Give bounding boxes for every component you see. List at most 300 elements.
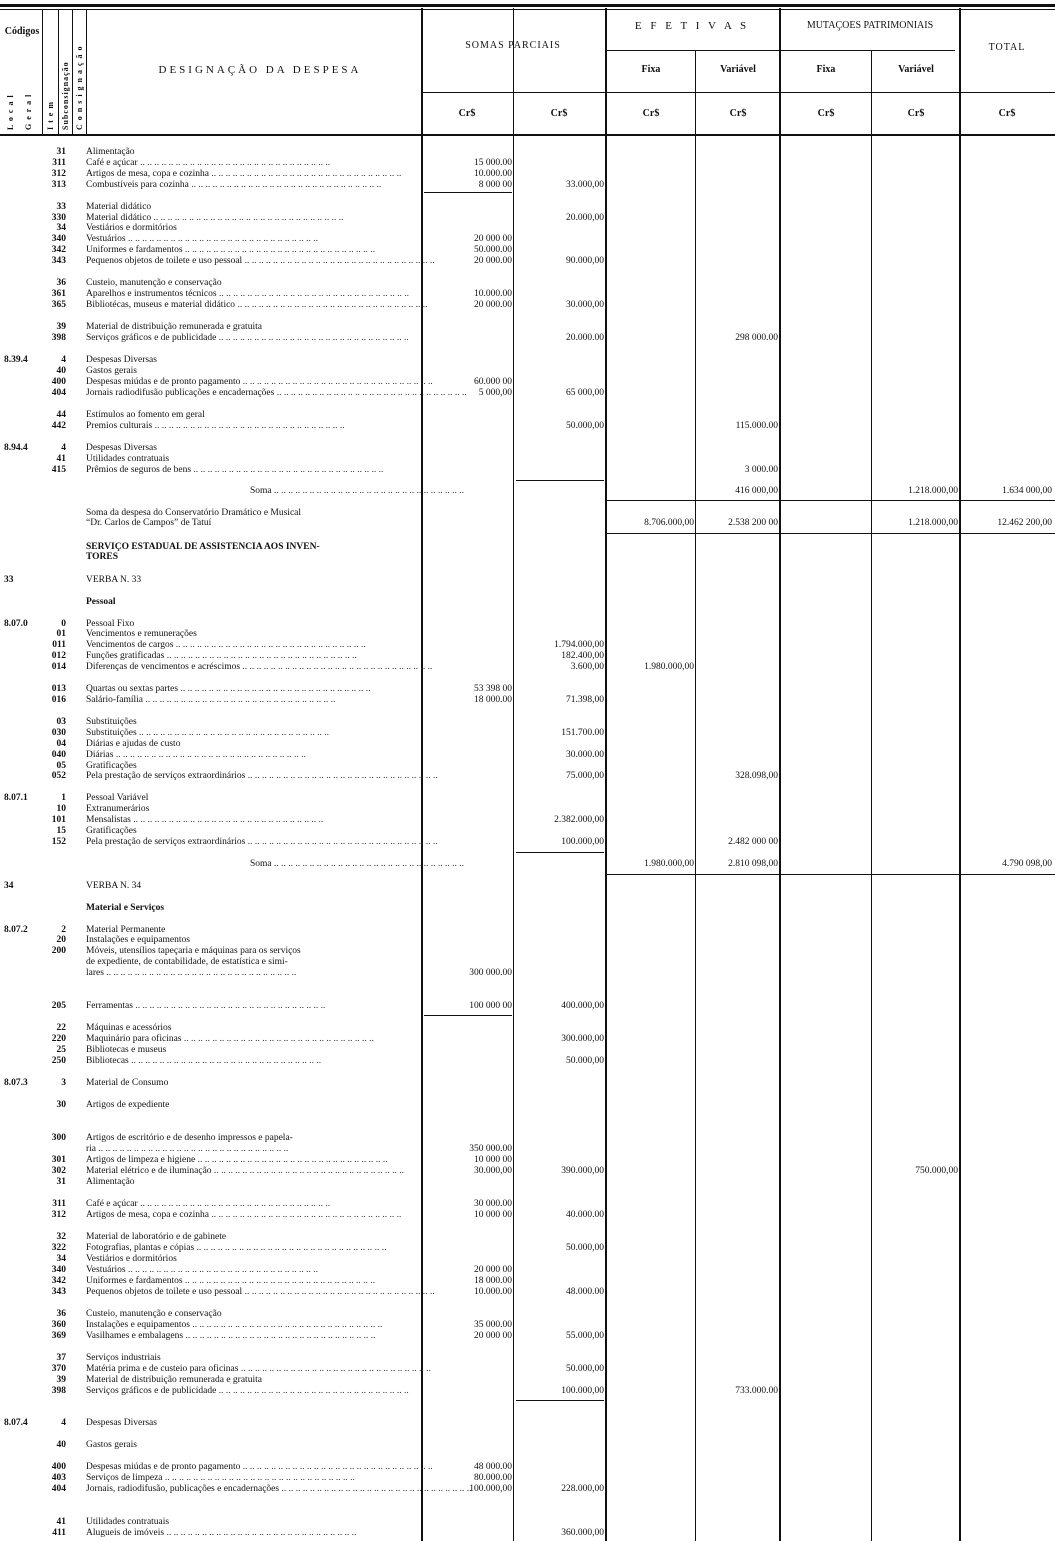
leader-dots: .. .. .. .. .. .. .. .. .. .. .. .. .. .. .. .. .. .. .. .. .. .. .. .. .. .. .. xyxy=(216,289,409,299)
description xyxy=(86,1265,421,1276)
col-line xyxy=(72,10,73,135)
description xyxy=(86,804,421,815)
local-code: 8.07.2 xyxy=(4,925,28,935)
description-text: Maquinário para oficinas xyxy=(86,1034,182,1044)
leader-dots: .. .. .. .. .. .. .. .. .. .. .. .. .. .. .. .. .. .. .. .. .. .. .. .. .. .. .. xyxy=(240,1462,433,1472)
description xyxy=(250,486,465,497)
description xyxy=(86,1001,421,1012)
description-text: Serviços industriais xyxy=(86,1353,161,1363)
description-text: Material de laboratório e de gabinete xyxy=(86,1232,227,1242)
item-code: 400 xyxy=(51,377,66,387)
efetiva-variavel-value: 416 000,00 xyxy=(735,486,778,496)
description xyxy=(86,1100,421,1111)
table-row xyxy=(0,256,1055,267)
description xyxy=(86,223,421,234)
parcial-subtotal: 55.000,00 xyxy=(566,1331,604,1341)
parcial-value: 18 000.00 xyxy=(474,695,512,705)
table-row xyxy=(0,202,1055,213)
leader-dots: .. .. .. .. .. .. .. .. .. .. .. .. .. .. .. .. .. .. .. .. .. .. .. .. .. .. .. xyxy=(195,1155,388,1165)
description-text: Custeio, manutenção e conservação xyxy=(86,1309,222,1319)
parcial-value: 300 000.00 xyxy=(469,968,512,978)
currency-label: Cr$ xyxy=(550,108,568,119)
item-code: 03 xyxy=(56,717,66,727)
table-row xyxy=(0,1177,1055,1188)
table-row xyxy=(0,695,1055,706)
item-code: 016 xyxy=(51,695,66,705)
leader-dots: .. .. .. .. .. .. .. .. .. .. .. .. .. .. .. .. .. .. .. .. .. .. .. .. .. .. .. xyxy=(216,1386,409,1396)
description xyxy=(86,377,433,388)
table-row xyxy=(0,837,1055,848)
item-code: 20 xyxy=(56,935,66,945)
parcial-value: 30.000,00 xyxy=(474,1166,512,1176)
leader-dots: .. .. .. .. .. .. .. .. .. .. .. .. .. .. .. .. .. .. .. .. .. .. .. .. .. .. .. xyxy=(235,300,428,310)
leader-dots: .. .. .. .. .. .. .. .. .. .. .. .. .. .. .. .. .. .. .. .. .. .. .. .. .. .. .. xyxy=(164,1528,357,1538)
description-text: Artigos de mesa, copa e cozinha xyxy=(86,169,209,179)
efetiva-variavel-value: 298 000.00 xyxy=(735,333,778,343)
item-code: 31 xyxy=(56,1177,66,1187)
item-code: 33 xyxy=(56,202,66,212)
table-row xyxy=(0,158,1055,169)
total-header: TOTAL xyxy=(988,42,1026,53)
item-code: 4 xyxy=(61,1418,66,1428)
table-row xyxy=(0,662,1055,673)
description-text: Pessoal Variável xyxy=(86,793,149,803)
efetiva-variavel-value: 115.000.00 xyxy=(735,421,778,431)
description xyxy=(86,881,421,892)
item-code: 343 xyxy=(51,1287,66,1297)
currency-label: Cr$ xyxy=(998,108,1016,119)
description xyxy=(86,1473,421,1484)
description xyxy=(86,388,467,399)
item-code: 013 xyxy=(51,684,66,694)
table-row xyxy=(0,289,1055,300)
table-row xyxy=(0,629,1055,640)
leader-dots: .. .. .. .. .. .. .. .. .. .. .. .. .. .. .. .. .. .. .. .. .. .. .. .. .. .. .. xyxy=(208,169,402,179)
table-row xyxy=(0,169,1055,180)
item-code: 302 xyxy=(51,1166,66,1176)
description-text: Salário-família xyxy=(86,695,143,705)
table-row xyxy=(0,1320,1055,1331)
description-text: Vestuários xyxy=(86,234,126,244)
parcial-subtotal: 151.700.00 xyxy=(561,728,604,738)
mut-variavel-header: Variável xyxy=(898,64,934,75)
table-row xyxy=(0,355,1055,366)
efetiva-variavel-value: 3 000.00 xyxy=(744,465,778,475)
description-text: Utilidades contratuais xyxy=(86,454,170,464)
table-row xyxy=(0,1034,1055,1045)
item-code: 400 xyxy=(51,1462,66,1472)
parcial-subtotal: 33.000,00 xyxy=(566,180,604,190)
description xyxy=(86,1166,421,1177)
parcial-subtotal: 1.794.000,00 xyxy=(554,640,604,650)
description xyxy=(86,957,421,968)
description-text: Material didático xyxy=(86,213,152,223)
description-text: Bibliotécas, museus e material didático xyxy=(86,300,236,310)
item-code: 200 xyxy=(51,946,66,956)
description-text: Gratificações xyxy=(86,826,137,836)
description-text: Vencimentos e remunerações xyxy=(86,629,197,639)
item-code: 370 xyxy=(51,1364,66,1374)
description-text: Artigos de mesa, copa e cozinha xyxy=(86,1210,209,1220)
description-text: Uniformes e fardamentos xyxy=(86,245,183,255)
efetivas-header: E F E T I V A S xyxy=(634,20,750,32)
parcial-value: 100.000,00 xyxy=(469,1484,512,1494)
description xyxy=(86,728,421,739)
item-code: 012 xyxy=(51,651,66,661)
table-row xyxy=(0,881,1055,892)
description-text: Funções gratificadas xyxy=(86,651,165,661)
currency-label: Cr$ xyxy=(458,108,476,119)
leader-dots: .. .. .. .. .. .. .. .. .. .. .. .. .. .. .. .. .. .. .. .. .. .. .. .. .. .. .. xyxy=(189,1320,383,1330)
leader-dots: .. .. .. .. .. .. .. .. .. .. .. .. .. .. .. .. .. .. .. .. .. .. .. .. .. .. .. xyxy=(128,1056,322,1066)
parcial-value: 60.000 00 xyxy=(474,377,512,387)
mutacoes-header: MUTAÇOES PATRIMONIAIS xyxy=(806,20,934,31)
item-code: 340 xyxy=(51,234,66,244)
description xyxy=(86,1440,421,1451)
description xyxy=(86,333,421,344)
subtotal-line xyxy=(516,1400,604,1401)
header-bottom-rule xyxy=(0,134,1055,136)
description-text: Vestuários xyxy=(86,1265,126,1275)
leader-dots: .. .. .. .. .. .. .. .. .. .. .. .. .. .. .. .. .. .. .. .. .. .. .. .. .. .. .. xyxy=(113,750,306,760)
description-text: Despesas Diversas xyxy=(86,355,157,365)
parcial-subtotal: 40.000.00 xyxy=(566,1210,604,1220)
efetiva-fixa-value: 8.706.000,00 xyxy=(644,518,694,528)
description-text: Vestiários e dormitórios xyxy=(86,1254,177,1264)
leader-dots: .. .. .. .. .. .. .. .. .. .. .. .. .. .. .. .. .. .. .. .. .. .. .. .. .. .. .. xyxy=(178,684,371,694)
table-row xyxy=(0,1484,1055,1495)
table-row xyxy=(0,223,1055,234)
parcial-subtotal: 50.000,00 xyxy=(566,1243,604,1253)
mutacao-variavel-value: 1.218.000,00 xyxy=(908,518,958,528)
leader-dots: .. .. .. .. .. .. .. .. .. .. .. .. .. .. .. .. .. .. .. .. .. .. .. .. .. .. .. xyxy=(191,465,384,475)
header-divider xyxy=(605,50,955,51)
description-text: Combustíveis para cozinha xyxy=(86,180,189,190)
item-code: 322 xyxy=(51,1243,66,1253)
description-text: Aparelhos e instrumentos técnicos xyxy=(86,289,217,299)
description-text: Pequenos objetos de toilete e uso pessoal xyxy=(86,1287,243,1297)
description-text: Móveis, utensílios tapeçaria e máquinas para os serviços xyxy=(86,946,301,956)
item-code: 101 xyxy=(51,815,66,825)
description xyxy=(86,968,421,979)
description xyxy=(86,147,421,158)
parcial-subtotal: 3.600,00 xyxy=(570,662,604,672)
description-text: Bibliotecas xyxy=(86,1056,129,1066)
description-text: Soma da despesa do Conservatório Dramático e Musical xyxy=(86,508,302,518)
description xyxy=(86,1386,421,1397)
table-row xyxy=(0,366,1055,377)
table-row xyxy=(0,859,1055,870)
table-row xyxy=(0,651,1055,662)
item-code: 10 xyxy=(56,804,66,814)
description-text: Utilidades contratuais xyxy=(86,1517,170,1527)
description xyxy=(86,1155,421,1166)
leader-dots: .. .. .. .. .. .. .. .. .. .. .. .. .. .. .. .. .. .. .. .. .. .. .. .. .. .. .. xyxy=(240,662,433,672)
description xyxy=(86,1418,421,1429)
local-code: 8.07.1 xyxy=(4,793,28,803)
item-code: 22 xyxy=(56,1023,66,1033)
description-text: Artigos de limpeza e higiene xyxy=(86,1155,196,1165)
item-code: 2 xyxy=(61,925,66,935)
leader-dots: .. .. .. .. .. .. .. .. .. .. .. .. .. .. .. .. .. .. .. .. .. .. .. .. .. .. .. xyxy=(182,1276,375,1286)
item-code: 404 xyxy=(51,388,66,398)
description-text: SERVIÇO ESTADUAL DE ASSISTENCIA AOS INVEN- xyxy=(86,542,320,552)
item-code: 205 xyxy=(51,1001,66,1011)
description-text: Pela prestação de serviços extraordinários xyxy=(86,771,246,781)
description-text: Serviços gráficos e de publicidade xyxy=(86,333,217,343)
table-row xyxy=(0,1473,1055,1484)
currency-label: Cr$ xyxy=(729,108,747,119)
local-code: 8.07.4 xyxy=(4,1418,28,1428)
description-text: Alimentação xyxy=(86,147,135,157)
description-text: Vestiários e dormitórios xyxy=(86,223,177,233)
table-row xyxy=(0,946,1055,957)
parcial-value: 20 000 00 xyxy=(474,234,512,244)
table-row xyxy=(0,234,1055,245)
description xyxy=(86,815,421,826)
table-row xyxy=(0,1254,1055,1265)
leader-dots: .. .. .. .. .. .. .. .. .. .. .. .. .. .. .. .. .. .. .. .. .. .. .. .. .. .. .. xyxy=(279,1484,472,1494)
leader-dots: .. .. .. .. .. .. .. .. .. .. .. .. .. .. .. .. .. .. .. .. .. .. .. .. .. .. .. xyxy=(152,421,345,431)
total-value: 12.462 200,00 xyxy=(997,518,1052,528)
description-text: Artigos de expediente xyxy=(86,1100,170,1110)
subtotal-line xyxy=(424,1015,512,1016)
leader-dots: .. .. .. .. .. .. .. .. .. .. .. .. .. .. .. .. .. .. .. .. .. .. .. .. .. .. .. xyxy=(208,1210,402,1220)
description-text: lares xyxy=(86,968,104,978)
parcial-subtotal: 390.000,00 xyxy=(561,1166,604,1176)
table-row xyxy=(0,1100,1055,1111)
table-row xyxy=(0,968,1055,979)
table-row xyxy=(0,1023,1055,1034)
item-code: 41 xyxy=(56,454,66,464)
local-code: 8.94.4 xyxy=(4,443,28,453)
description-text: “Dr. Carlos de Campos” de Tatuí xyxy=(86,518,212,528)
description-text: Artigos de escritório e de desenho impressos e papela- xyxy=(86,1133,293,1143)
top-rule-thin xyxy=(0,9,1055,10)
description-text: Material e Serviços xyxy=(86,903,165,913)
local-code: 34 xyxy=(4,881,14,891)
mut-fixa-header: Fixa xyxy=(816,64,836,75)
description-text: Serviços de limpeza xyxy=(86,1473,163,1483)
table-row xyxy=(0,1199,1055,1210)
item-code: 343 xyxy=(51,256,66,266)
item-code: 40 xyxy=(56,366,66,376)
parcial-subtotal: 71.398,00 xyxy=(566,695,604,705)
item-code: 311 xyxy=(52,1199,66,1209)
leader-dots: .. .. .. .. .. .. .. .. .. .. .. .. .. .. .. .. .. .. .. .. .. .. .. .. .. .. .. xyxy=(173,640,366,650)
description-text: VERBA N. 34 xyxy=(86,881,142,891)
item-code: 37 xyxy=(56,1353,66,1363)
description-text: Gastos gerais xyxy=(86,366,137,376)
table-row xyxy=(0,1528,1055,1539)
table-row xyxy=(0,1309,1055,1320)
leader-dots: .. .. .. .. .. .. .. .. .. .. .. .. .. .. .. .. .. .. .. .. .. .. .. .. .. .. .. xyxy=(216,333,409,343)
description xyxy=(86,1199,421,1210)
description xyxy=(86,629,421,640)
description-text: Diárias e ajudas de custo xyxy=(86,739,181,749)
parcial-subtotal: 360.000,00 xyxy=(561,1528,604,1538)
parcial-value: 53 398 00 xyxy=(474,684,512,694)
description-text: Pela prestação de serviços extraordinários xyxy=(86,837,246,847)
description-text: Matéria prima e de custeio para oficinas xyxy=(86,1364,239,1374)
table-row xyxy=(0,443,1055,454)
item-code: 36 xyxy=(56,1309,66,1319)
description-text: Soma xyxy=(250,486,272,496)
item-code: 415 xyxy=(51,465,66,475)
item-code: 301 xyxy=(51,1155,66,1165)
parcial-subtotal: 2.382.000,00 xyxy=(554,815,604,825)
description xyxy=(86,575,421,586)
table-row xyxy=(0,826,1055,837)
parcial-subtotal: 182.400,00 xyxy=(561,651,604,661)
description-text: Material de distribuição remunerada e gratuita xyxy=(86,322,262,332)
efetiva-variavel-value: 2.810 098,00 xyxy=(728,859,778,869)
description xyxy=(86,1484,472,1495)
item-code: 442 xyxy=(51,421,66,431)
parcial-value: 80.000.00 xyxy=(474,1473,512,1483)
description xyxy=(86,1078,421,1089)
parcial-subtotal: 65 000,00 xyxy=(566,388,604,398)
description-text: Máquinas e acessórios xyxy=(86,1023,172,1033)
leader-dots: .. .. .. .. .. .. .. .. .. .. .. .. .. .. .. .. .. .. .. .. .. .. .. .. .. .. .. xyxy=(242,1287,435,1297)
description xyxy=(86,1528,421,1539)
leader-dots: .. .. .. .. .. .. .. .. .. .. .. .. .. .. .. .. .. .. .. .. .. .. .. .. .. .. .. xyxy=(211,1166,404,1176)
parcial-value: 10.000.00 xyxy=(474,169,512,179)
parcial-value: 30 000.00 xyxy=(474,1199,512,1209)
parcial-value: 10 000 00 xyxy=(474,1210,512,1220)
parcial-value: 8 000 00 xyxy=(478,180,512,190)
local-code: 8.07.3 xyxy=(4,1078,28,1088)
description xyxy=(86,421,421,432)
table-row xyxy=(0,465,1055,476)
leader-dots: .. .. .. .. .. .. .. .. .. .. .. .. .. .. .. .. .. .. .. .. .. .. .. .. .. .. .. xyxy=(183,1331,376,1341)
table-row xyxy=(0,1462,1055,1473)
table-row xyxy=(0,1056,1055,1067)
parcial-value: 35 000.00 xyxy=(474,1320,512,1330)
parcial-subtotal: 50.000,00 xyxy=(566,1056,604,1066)
description-text: de expediente, de contabilidade, de estatística e simi- xyxy=(86,957,288,967)
col-line xyxy=(58,10,59,135)
description-text: Café e açúcar xyxy=(86,1199,138,1209)
item-code: 404 xyxy=(51,1484,66,1494)
item-code: 398 xyxy=(51,333,66,343)
description xyxy=(86,1232,421,1243)
description xyxy=(86,597,421,608)
description xyxy=(86,158,421,169)
description xyxy=(86,1210,421,1221)
subtotal-line xyxy=(516,480,604,481)
description xyxy=(86,552,421,563)
description-text: Café e açúcar xyxy=(86,158,138,168)
item-code: 030 xyxy=(51,728,66,738)
leader-dots: .. .. .. .. .. .. .. .. .. .. .. .. .. .. .. .. .. .. .. .. .. .. .. .. .. .. .. xyxy=(103,968,297,978)
item-code: 220 xyxy=(51,1034,66,1044)
header-divider xyxy=(421,92,1055,93)
description-text: Material Permanente xyxy=(86,925,166,935)
item-code: 011 xyxy=(52,640,66,650)
description xyxy=(86,1243,421,1254)
table-row xyxy=(0,1375,1055,1386)
table-row xyxy=(0,1386,1055,1397)
table-row xyxy=(0,518,1055,529)
item-code: 040 xyxy=(51,750,66,760)
description xyxy=(86,1034,421,1045)
description-text: Serviços gráficos e de publicidade xyxy=(86,1386,217,1396)
leader-dots: .. .. .. .. .. .. .. .. .. .. .. .. .. .. .. .. .. .. .. .. .. .. .. .. .. .. .. xyxy=(245,837,438,847)
table-row xyxy=(0,1353,1055,1364)
variavel-header: Variável xyxy=(720,64,756,75)
subtotal-line xyxy=(424,192,512,193)
item-code: 250 xyxy=(51,1056,66,1066)
table-row xyxy=(0,750,1055,761)
description xyxy=(86,826,421,837)
table-row xyxy=(0,1364,1055,1375)
item-code: 34 xyxy=(56,223,66,233)
description-text: Fotografias, plantas e cópias xyxy=(86,1243,195,1253)
description-text: ria xyxy=(86,1144,97,1154)
local-code: 8.39.4 xyxy=(4,355,28,365)
table-row xyxy=(0,300,1055,311)
leader-dots: .. .. .. .. .. .. .. .. .. .. .. .. .. .. .. .. .. .. .. .. .. .. .. .. .. .. .. xyxy=(162,1473,355,1483)
item-code: 01 xyxy=(56,629,66,639)
description xyxy=(86,1133,421,1144)
parcial-value: 15 000.00 xyxy=(474,158,512,168)
description xyxy=(86,518,421,529)
description xyxy=(86,1056,421,1067)
parcial-value: 10 000 00 xyxy=(474,1155,512,1165)
table-row xyxy=(0,410,1055,421)
leader-dots: .. .. .. .. .. .. .. .. .. .. .. .. .. .. .. .. .. .. .. .. .. .. .. .. .. .. .. xyxy=(181,1034,374,1044)
description xyxy=(86,256,435,267)
item-code: 04 xyxy=(56,739,66,749)
description-text: Custeio, manutenção e conservação xyxy=(86,278,222,288)
description xyxy=(86,1517,421,1528)
parcial-subtotal: 228.000,00 xyxy=(561,1484,604,1494)
description xyxy=(86,202,421,213)
item-code: 41 xyxy=(56,1517,66,1527)
item-code: 1 xyxy=(61,793,66,803)
item-code: 4 xyxy=(61,443,66,453)
efetiva-variavel-value: 328.098,00 xyxy=(735,771,778,781)
table-row xyxy=(0,935,1055,946)
description xyxy=(86,1331,421,1342)
item-code: 312 xyxy=(51,169,66,179)
description-text: Bibliotecas e museus xyxy=(86,1045,167,1055)
table-row xyxy=(0,575,1055,586)
item-code: 152 xyxy=(51,837,66,847)
table-row xyxy=(0,684,1055,695)
description xyxy=(86,717,421,728)
description-text: Gratificações xyxy=(86,761,137,771)
description xyxy=(86,465,421,476)
fixa-header: Fixa xyxy=(641,64,661,75)
description-text: Uniformes e fardamentos xyxy=(86,1276,183,1286)
parcial-value: 100 000 00 xyxy=(469,1001,512,1011)
parcial-subtotal: 75.000,00 xyxy=(566,771,604,781)
table-row xyxy=(0,771,1055,782)
description xyxy=(86,1177,421,1188)
item-code: 361 xyxy=(51,289,66,299)
leader-dots: .. .. .. .. .. .. .. .. .. .. .. .. .. .. .. .. .. .. .. .. .. .. .. .. .. .. .. xyxy=(132,1001,326,1011)
parcial-subtotal: 30.000,00 xyxy=(566,300,604,310)
local-header: L o c a l xyxy=(6,94,15,130)
currency-label: Cr$ xyxy=(907,108,925,119)
description-text: Material elétrico e de iluminação xyxy=(86,1166,212,1176)
description xyxy=(86,1462,433,1473)
description-text: Instalações e equipamentos xyxy=(86,935,190,945)
description xyxy=(86,1364,431,1375)
description-text: Despesas miúdas e de pronto pagamento xyxy=(86,377,241,387)
